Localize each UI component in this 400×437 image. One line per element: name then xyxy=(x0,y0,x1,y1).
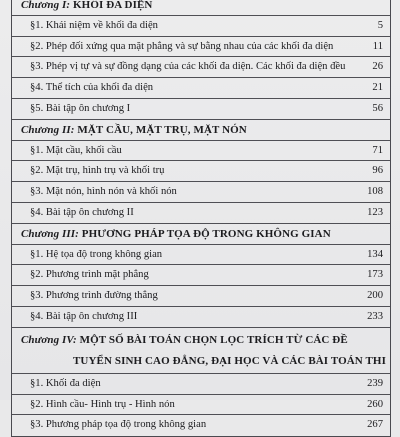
toc-entry xyxy=(12,78,390,99)
chapter-heading xyxy=(12,328,390,374)
entry-page: 11 xyxy=(372,40,383,52)
entry-page: 233 xyxy=(367,310,383,322)
chapter-label: Chương IV: xyxy=(21,333,77,346)
entry-title: §2. Hình cầu- Hình trụ - Hình nón xyxy=(30,398,175,410)
chapter-label: Chương I: xyxy=(21,0,71,11)
chapter-title: MỘT SỐ BÀI TOÁN CHỌN LỌC TRÍCH TỪ CÁC ĐỀ xyxy=(79,333,348,346)
entry-page: 267 xyxy=(367,419,383,431)
entry-page: 108 xyxy=(367,186,383,198)
entry-page: 5 xyxy=(377,19,383,31)
chapter-label: Chương III: xyxy=(21,227,79,240)
entry-page: 239 xyxy=(367,377,383,389)
entry-page: 200 xyxy=(367,290,383,302)
entry-title: §2. Phép đối xứng qua mặt phẳng và sự bằng nhau của các khối đa diện xyxy=(30,40,334,52)
entry-page: 96 xyxy=(372,165,383,177)
chapter-title: MẶT CẦU, MẶT TRỤ, MẶT NÓN xyxy=(77,123,247,136)
entry-title: §3. Mặt nón, hình nón và khối nón xyxy=(30,186,177,198)
toc-entry xyxy=(12,203,390,224)
toc-entry xyxy=(12,57,390,78)
toc-entry xyxy=(12,307,390,328)
chapter-title: PHƯƠNG PHÁP TỌA ĐỘ TRONG KHÔNG GIAN xyxy=(81,227,331,240)
toc-entry xyxy=(12,265,390,286)
toc-entry xyxy=(12,395,390,416)
toc-entry xyxy=(12,286,390,307)
entry-page: 134 xyxy=(367,248,383,260)
toc-entry xyxy=(12,415,390,436)
toc-entry xyxy=(12,161,390,182)
toc-entry xyxy=(12,141,390,162)
entry-title: §1. Khái niệm về khối đa diện xyxy=(30,19,158,31)
chapter-heading xyxy=(12,120,390,141)
entry-title: §2. Mặt trụ, hình trụ và khối trụ xyxy=(30,165,165,177)
chapter-title-line2: TUYỂN SINH CAO ĐẲNG, ĐẠI HỌC VÀ CÁC BÀI TOÁN THI xyxy=(73,354,386,367)
entry-title: §3. Phương trình đường thẳng xyxy=(30,290,158,302)
entry-title: §3. Phương pháp tọa độ trong không gian xyxy=(30,419,207,431)
entry-page: 26 xyxy=(372,61,383,73)
toc-entry xyxy=(12,16,390,37)
entry-title: §1. Khối đa diện xyxy=(30,377,101,389)
chapter-heading xyxy=(12,0,390,16)
entry-page: 56 xyxy=(372,102,383,114)
toc-entry xyxy=(12,37,390,58)
chapter-title: KHỐI ĐA DIỆN xyxy=(73,0,153,11)
toc-entry xyxy=(12,245,390,266)
table-of-contents xyxy=(11,0,391,437)
entry-page: 173 xyxy=(367,269,383,281)
entry-page: 21 xyxy=(372,82,383,94)
entry-title: §1. Hệ tọa độ trong không gian xyxy=(30,248,163,260)
entry-page: 260 xyxy=(367,398,383,410)
entry-title: §4. Bài tập ôn chương II xyxy=(30,206,134,218)
toc-entry xyxy=(12,99,390,120)
entry-page: 71 xyxy=(372,144,383,156)
entry-title: §3. Phép vị tự và sự đồng dạng của các khối đa diện. Các khối đa diện đều xyxy=(30,61,346,73)
entry-title: §1. Mặt cầu, khối cầu xyxy=(30,144,122,156)
entry-title: §4. Thể tích của khối đa diện xyxy=(30,82,154,94)
entry-title: §5. Bài tập ôn chương I xyxy=(30,102,131,114)
chapter-label: Chương II: xyxy=(21,123,75,136)
chapter-heading xyxy=(12,224,390,245)
toc-entry xyxy=(12,182,390,203)
entry-page: 123 xyxy=(367,206,383,218)
entry-title: §4. Bài tập ôn chương III xyxy=(30,310,138,322)
entry-title: §2. Phương trình mặt phẳng xyxy=(30,269,149,281)
toc-entry xyxy=(12,374,390,395)
